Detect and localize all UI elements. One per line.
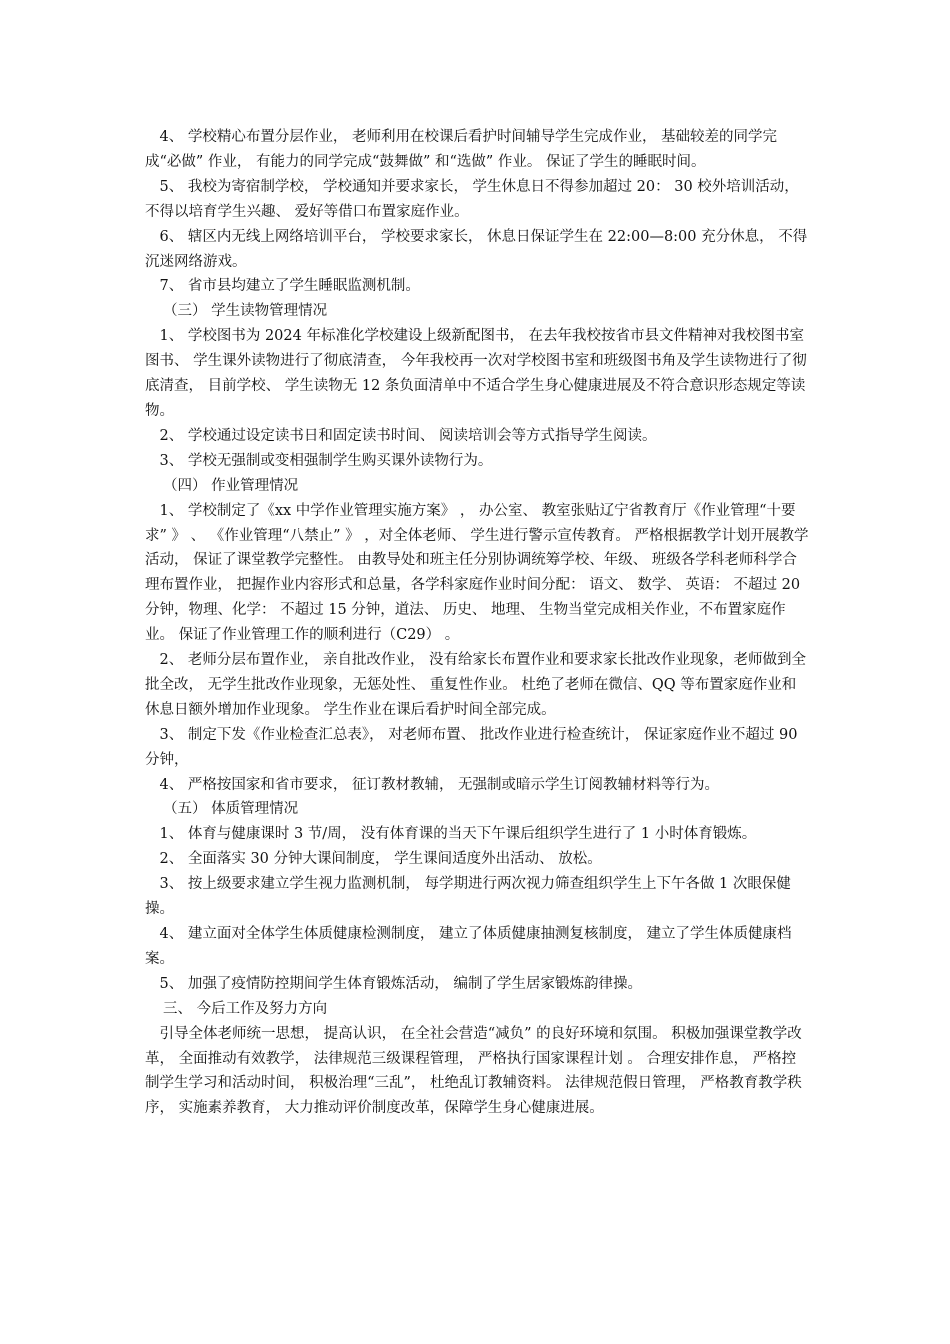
paragraph: 5、 加强了疫情防控期间学生体育锻炼活动， 编制了学生居家锻炼韵律操。: [145, 975, 642, 992]
paragraph: 3、 制定下发《作业检查汇总表》， 对老师布置、 批改作业进行检查统计， 保证家庭作业不超过 90 分钟，: [145, 726, 798, 768]
section-heading: （五） 体质管理情况: [163, 801, 299, 818]
paragraph: 引导全体老师统一思想， 提高认识， 在全社会营造“减负” 的良好环境和氛围。 积极加强课堂教学改革， 全面推动有效教学， 法律规范三级课程管理， 严格执行国家课程计划 。 合理安排作息， 严格控制学生学习和活动时间， 积极治理“三乱”， 杜绝乱订教辅资料。 法律规范假日管理， 严格教育教学秩序， 实施素养教育， 大力推动评价制度改革，保障学生身心健康进展。: [145, 1025, 802, 1117]
paragraph: 6、 辖区内无线上网络培训平台， 学校要求家长， 休息日保证学生在 22:00—8:00 充分休息， 不得沉迷网络游戏。: [145, 228, 808, 270]
paragraph: 5、 我校为寄宿制学校， 学校通知并要求家长， 学生休息日不得参加超过 20： 30 校外培训活动， 不得以培育学生兴趣、 爱好等借口布置家庭作业。: [145, 178, 799, 220]
document-body: [145, 125, 810, 1121]
paragraph: 7、 省市县均建立了学生睡眠监测机制。: [145, 278, 420, 295]
paragraph: 3、 学校无强制或变相强制学生购买课外读物行为。: [145, 452, 493, 469]
paragraph: 1、 学校图书为 2024 年标准化学校建设上级新配图书， 在去年我校按省市县文件精神对我校图书室图书、 学生课外读物进行了彻底清查， 今年我校再一次对学校图书室和班级图书角及学生读物进行了彻底清查， 目前学校、 学生读物无 12 条负面清单中不适合学生身心健康进展及不符合意识形态规定等读物。: [145, 328, 807, 419]
paragraph: 1、 体育与健康课时 3 节/周， 没有体育课的当天下午课后组织学生进行了 1 小时体育锻炼。: [145, 826, 757, 843]
paragraph: 3、 按上级要求建立学生视力监测机制， 每学期进行两次视力筛查组织学生上下午各做 1 次眼保健操。: [145, 876, 791, 918]
paragraph: 4、 严格按国家和省市要求， 征订教材教辅， 无强制或暗示学生订阅教辅材料等行为。: [145, 776, 720, 793]
paragraph: 2、 全面落实 30 分钟大课间制度， 学生课间适度外出活动、 放松。: [145, 851, 602, 868]
paragraph: 2、 老师分层布置作业， 亲自批改作业， 没有给家长布置作业和要求家长批改作业现象，老师做到全批全改， 无学生批改作业现象，无惩处性、 重复性作业。 杜绝了老师在微信、QQ 等布置家庭作业和休息日额外增加作业现象。 学生作业在课后看护时间全部完成。: [145, 652, 807, 718]
paragraph: 4、 学校精心布置分层作业， 老师利用在校课后看护时间辅导学生完成作业， 基础较差的同学完成“必做” 作业， 有能力的同学完成“鼓舞做” 和“选做” 作业。 保证了学生的睡眠时间。: [145, 129, 778, 170]
section-heading: （三） 学生读物管理情况: [163, 303, 328, 320]
paragraph: 2、 学校通过设定读书日和固定读书时间、 阅读培训会等方式指导学生阅读。: [145, 427, 657, 444]
chapter-heading: 三、 今后工作及努力方向: [163, 1000, 328, 1017]
paragraph: 4、 建立面对全体学生体质健康检测制度， 建立了体质健康抽测复核制度， 建立了学生体质健康档案。: [145, 926, 792, 967]
section-heading: （四） 作业管理情况: [163, 477, 299, 494]
paragraph: 1、 学校制定了《xx 中学作业管理实施方案》 ， 办公室、 教室张贴辽宁省教育厅《作业管理“十要求” 》 、 《作业管理“八禁止” 》 ，对全体老师、 学生进行警示宣传教育。 严格根据教学计划开展教学活动， 保证了课堂教学完整性。 由教导处和班主任分别协调统筹学校、年级、 班级各学科老师科学合理布置作业， 把握作业内容形式和总量，各学科家庭作业时间分配： 语文、 数学、 英语： 不超过 20 分钟，物理、化学： 不超过 15 分钟，道法、 历史、 地理、 生物当堂完成相关作业，不布置家庭作业。 保证了作业管理工作的顺利进行（C29） 。: [145, 502, 809, 644]
